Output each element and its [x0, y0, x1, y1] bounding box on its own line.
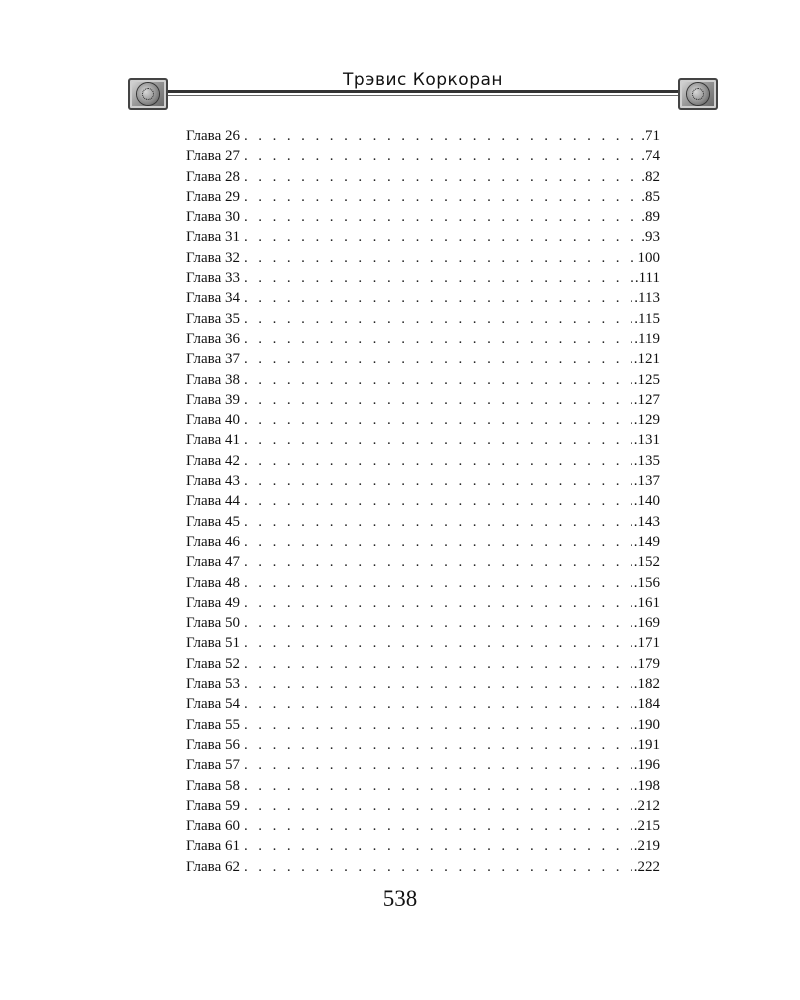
toc-entry: [186, 755, 660, 775]
toc-dot-leader: [244, 451, 632, 471]
toc-dot-leader: [244, 370, 632, 390]
toc-entry-page: .190: [633, 716, 660, 733]
toc-entry: [186, 796, 660, 816]
toc-dot-leader: [244, 349, 632, 369]
toc-dot-leader: [244, 532, 632, 552]
toc-entry-label: Глава 30: [186, 209, 240, 226]
toc-entry: [186, 309, 660, 329]
toc-dot-leader: [244, 552, 632, 572]
toc-entry-page: .115: [634, 310, 660, 327]
toc-dot-leader: [244, 167, 639, 187]
toc-entry: [186, 451, 660, 471]
toc-dot-leader: [244, 268, 633, 288]
toc-dot-leader: [244, 776, 632, 796]
toc-dot-leader: [244, 187, 639, 207]
toc-entry-page: .184: [633, 696, 660, 713]
toc-dot-leader: [244, 816, 632, 836]
toc-entry-label: Глава 35: [186, 310, 240, 327]
toc-entry-page: .198: [633, 777, 660, 794]
toc-entry-label: Глава 48: [186, 574, 240, 591]
toc-entry-page: .149: [633, 533, 660, 550]
toc-entry-label: Глава 46: [186, 533, 240, 550]
emblem-medallion-icon: [128, 78, 168, 110]
toc-dot-leader: [244, 227, 639, 247]
toc-entry-label: Глава 31: [186, 229, 240, 246]
header-rule-thick: [168, 90, 678, 93]
toc-entry-label: Глава 45: [186, 513, 240, 530]
toc-dot-leader: [244, 126, 639, 146]
toc-entry: [186, 857, 660, 877]
toc-entry: [186, 187, 660, 207]
toc-dot-leader: [244, 288, 632, 308]
toc-entry-page: .127: [633, 391, 660, 408]
toc-entry-label: Глава 32: [186, 249, 240, 266]
toc-entry-label: Глава 41: [186, 432, 240, 449]
toc-dot-leader: [244, 248, 636, 268]
toc-dot-leader: [244, 390, 632, 410]
toc-entry-label: Глава 26: [186, 128, 240, 144]
toc-dot-leader: [244, 735, 632, 755]
toc-dot-leader: [244, 146, 639, 166]
toc-entry: [186, 836, 660, 856]
toc-entry-label: Глава 55: [186, 716, 240, 733]
toc-entry-page: 100: [637, 249, 660, 266]
toc-entry: [186, 512, 660, 532]
toc-entry-page: .121: [633, 351, 660, 368]
toc-entry-page: .169: [633, 615, 660, 632]
toc-dot-leader: [244, 491, 632, 511]
toc-entry: [186, 329, 660, 349]
toc-entry-page: .182: [633, 676, 660, 693]
toc-entry-page: .215: [633, 818, 660, 835]
toc-entry: [186, 207, 660, 227]
toc-entry: [186, 694, 660, 714]
toc-entry-label: Глава 60: [186, 818, 240, 835]
toc-entry: [186, 370, 660, 390]
toc-entry: [186, 593, 660, 613]
toc-entry: [186, 471, 660, 491]
toc-entry: [186, 654, 660, 674]
toc-entry: [186, 288, 660, 308]
toc-dot-leader: [244, 755, 632, 775]
toc-entry-label: Глава 56: [186, 736, 240, 753]
toc-entry-page: .71: [641, 128, 660, 144]
toc-entry-page: .191: [633, 736, 660, 753]
toc-entry-label: Глава 57: [186, 757, 240, 774]
header-title: Трэвис Коркоран: [342, 70, 504, 90]
toc-dot-leader: [244, 471, 632, 491]
toc-dot-leader: [244, 512, 632, 532]
running-header: [0, 0, 800, 120]
toc-entry-label: Глава 36: [186, 330, 240, 347]
toc-dot-leader: [244, 857, 632, 877]
toc-entry-label: Глава 40: [186, 412, 240, 429]
toc-entry-page: .179: [633, 655, 660, 672]
toc-entry-page: .156: [633, 574, 660, 591]
emblem-center: [137, 83, 159, 105]
toc-dot-leader: [244, 694, 632, 714]
toc-entry-label: Глава 51: [186, 635, 240, 652]
toc-entry: [186, 735, 660, 755]
toc-entry-label: Глава 33: [186, 270, 240, 287]
toc-entry-page: .131: [633, 432, 660, 449]
toc-entry: [186, 633, 660, 653]
toc-entry: [186, 167, 660, 187]
toc-entry-page: .111: [634, 270, 660, 287]
toc-dot-leader: [244, 207, 639, 227]
toc-entry-label: Глава 34: [186, 290, 240, 307]
toc-entry: [186, 552, 660, 572]
toc-entry-page: .222: [633, 858, 660, 875]
toc-dot-leader: [244, 309, 632, 329]
toc-entry-label: Глава 28: [186, 168, 240, 185]
toc-dot-leader: [244, 836, 632, 856]
toc-dot-leader: [244, 796, 632, 816]
toc-entry: [186, 613, 660, 633]
toc-entry: [186, 268, 660, 288]
toc-dot-leader: [244, 633, 632, 653]
toc-dot-leader: [244, 654, 632, 674]
toc-entry: [186, 410, 660, 430]
toc-entry-page: .82: [641, 168, 660, 185]
header-rule-thin: [168, 95, 678, 96]
toc-entry: [186, 126, 660, 146]
toc-entry-label: Глава 43: [186, 473, 240, 490]
toc-dot-leader: [244, 613, 632, 633]
toc-entry-label: Глава 58: [186, 777, 240, 794]
toc-entry-label: Глава 50: [186, 615, 240, 632]
toc-entry: [186, 715, 660, 735]
toc-entry-page: .89: [641, 209, 660, 226]
toc-entry-label: Глава 59: [186, 797, 240, 814]
toc-entry: [186, 491, 660, 511]
toc-entry-label: Глава 53: [186, 676, 240, 693]
toc-entry: [186, 227, 660, 247]
toc-entry-label: Глава 44: [186, 493, 240, 510]
table-of-contents: [186, 126, 660, 877]
toc-entry-page: .137: [633, 473, 660, 490]
toc-entry-page: .143: [633, 513, 660, 530]
toc-entry: [186, 146, 660, 166]
toc-entry-label: Глава 39: [186, 391, 240, 408]
toc-entry-label: Глава 38: [186, 371, 240, 388]
toc-entry-page: .74: [641, 148, 660, 165]
toc-dot-leader: [244, 329, 632, 349]
emblem-medallion-icon: [678, 78, 718, 110]
toc-entry-page: .93: [641, 229, 660, 246]
toc-entry-page: .135: [633, 452, 660, 469]
toc-entry: [186, 390, 660, 410]
toc-dot-leader: [244, 674, 632, 694]
toc-entry-label: Глава 52: [186, 655, 240, 672]
toc-entry-page: .129: [633, 412, 660, 429]
toc-entry-page: .119: [634, 330, 660, 347]
toc-dot-leader: [244, 410, 632, 430]
toc-entry-page: .113: [634, 290, 660, 307]
toc-entry-page: .161: [633, 594, 660, 611]
toc-entry: [186, 532, 660, 552]
toc-entry-page: .125: [633, 371, 660, 388]
toc-entry: [186, 573, 660, 593]
toc-dot-leader: [244, 715, 632, 735]
toc-entry-label: Глава 54: [186, 696, 240, 713]
toc-entry-page: .196: [633, 757, 660, 774]
toc-entry-label: Глава 27: [186, 148, 240, 165]
toc-dot-leader: [244, 430, 632, 450]
toc-entry-page: .152: [633, 554, 660, 571]
toc-entry-label: Глава 61: [186, 838, 240, 855]
toc-entry-label: Глава 49: [186, 594, 240, 611]
toc-dot-leader: [244, 593, 632, 613]
toc-entry-label: Глава 47: [186, 554, 240, 571]
toc-entry-page: .212: [633, 797, 660, 814]
toc-entry: [186, 349, 660, 369]
toc-entry-page: .140: [633, 493, 660, 510]
toc-entry: [186, 248, 660, 268]
toc-entry-page: .171: [633, 635, 660, 652]
toc-entry-label: Глава 42: [186, 452, 240, 469]
toc-entry-label: Глава 62: [186, 858, 240, 875]
toc-entry: [186, 674, 660, 694]
toc-dot-leader: [244, 573, 632, 593]
toc-entry: [186, 776, 660, 796]
emblem-center: [687, 83, 709, 105]
toc-entry: [186, 430, 660, 450]
toc-entry: [186, 816, 660, 836]
toc-entry-label: Глава 29: [186, 188, 240, 205]
toc-entry-page: .85: [641, 188, 660, 205]
toc-entry-page: .219: [633, 838, 660, 855]
toc-entry-label: Глава 37: [186, 351, 240, 368]
page-number: 538: [382, 886, 418, 911]
